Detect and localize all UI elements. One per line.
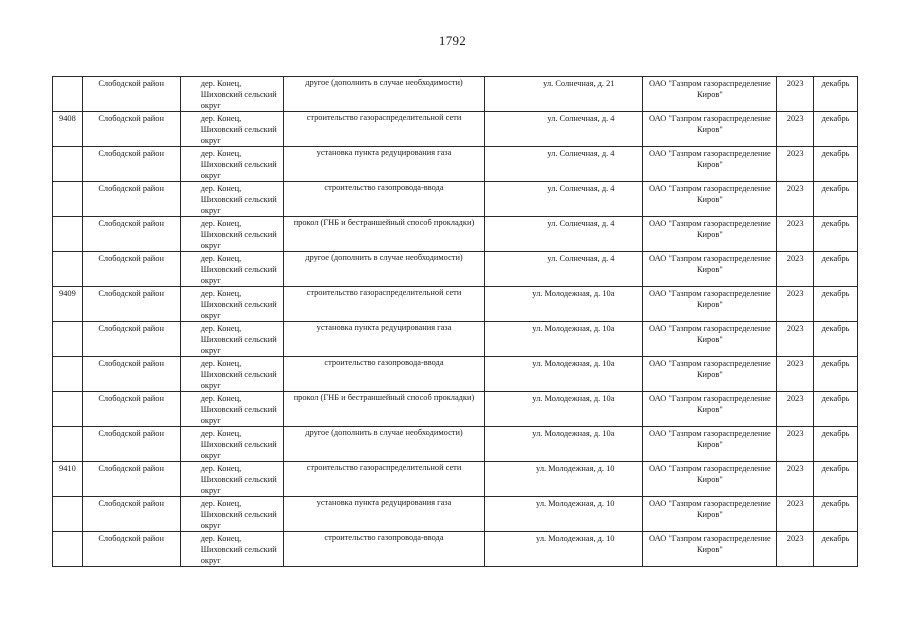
work-type-cell <box>283 112 484 147</box>
year-cell <box>777 252 814 287</box>
settlement-cell-text: дер. Конец, Шиховский сельский округ <box>200 499 277 530</box>
settlement-cell <box>180 322 283 357</box>
month-cell-text: декабрь <box>821 324 850 333</box>
address-cell <box>485 497 643 532</box>
month-cell-text: декабрь <box>821 464 850 473</box>
table-row <box>53 217 858 252</box>
work-type-cell <box>283 77 484 112</box>
district-cell <box>82 182 180 217</box>
address-cell-text: ул. Молодежная, д. 10а <box>532 324 615 333</box>
address-cell <box>485 182 643 217</box>
organization-cell-text: ОАО "Газпром газораспределение Киров" <box>649 394 771 414</box>
district-cell-text: Слободской район <box>98 429 164 438</box>
work-type-cell <box>283 392 484 427</box>
month-cell-text: декабрь <box>821 429 850 438</box>
year-cell <box>777 462 814 497</box>
settlement-cell-text: дер. Конец, Шиховский сельский округ <box>200 464 277 495</box>
district-cell <box>82 497 180 532</box>
district-cell <box>82 392 180 427</box>
organization-cell <box>643 217 777 252</box>
row-number-text <box>53 252 82 253</box>
organization-cell-text: ОАО "Газпром газораспределение Киров" <box>649 219 771 239</box>
month-cell-text: декабрь <box>821 289 850 298</box>
work-type-cell-text: прокол (ГНБ и бестраншейный способ прокладки) <box>293 393 475 402</box>
row-number <box>53 147 83 182</box>
table-row <box>53 287 858 322</box>
work-type-cell <box>283 357 484 392</box>
district-cell-text: Слободской район <box>98 219 164 228</box>
row-number-text: 9409 <box>59 289 76 298</box>
month-cell-text: декабрь <box>821 394 850 403</box>
settlement-cell <box>180 217 283 252</box>
district-cell-text: Слободской район <box>98 254 164 263</box>
organization-cell-text: ОАО "Газпром газораспределение Киров" <box>649 429 771 449</box>
row-number <box>53 77 83 112</box>
year-cell <box>777 182 814 217</box>
work-type-cell-text: строительство газопровода-ввода <box>324 358 444 367</box>
table-row <box>53 147 858 182</box>
district-cell-text: Слободской район <box>98 149 164 158</box>
district-cell-text: Слободской район <box>98 499 164 508</box>
settlement-cell-text: дер. Конец, Шиховский сельский округ <box>200 289 277 320</box>
month-cell <box>814 182 858 217</box>
year-cell-text: 2023 <box>786 394 804 403</box>
year-cell-text: 2023 <box>786 289 804 298</box>
year-cell-text: 2023 <box>786 324 804 333</box>
address-cell <box>485 287 643 322</box>
address-cell-text: ул. Молодежная, д. 10а <box>532 359 615 368</box>
settlement-cell <box>180 462 283 497</box>
district-cell-text: Слободской район <box>98 359 164 368</box>
district-cell <box>82 462 180 497</box>
settlement-cell-text: дер. Конец, Шиховский сельский округ <box>200 79 277 110</box>
month-cell <box>814 112 858 147</box>
district-cell-text: Слободской район <box>98 464 164 473</box>
year-cell-text: 2023 <box>786 219 804 228</box>
year-cell <box>777 357 814 392</box>
year-cell-text: 2023 <box>786 114 804 123</box>
table-row <box>53 392 858 427</box>
address-cell <box>485 462 643 497</box>
organization-cell <box>643 182 777 217</box>
address-cell <box>485 532 643 567</box>
address-cell <box>485 392 643 427</box>
work-type-cell-text: строительство газопровода-ввода <box>324 533 444 542</box>
table-row <box>53 357 858 392</box>
row-number <box>53 182 83 217</box>
address-cell-text: ул. Молодежная, д. 10а <box>532 289 615 298</box>
month-cell-text: декабрь <box>821 254 850 263</box>
district-cell <box>82 252 180 287</box>
address-cell <box>485 217 643 252</box>
table-row <box>53 77 858 112</box>
work-type-cell-text: строительство газораспределительной сети <box>306 463 462 472</box>
month-cell-text: декабрь <box>821 149 850 158</box>
work-type-cell-text: установка пункта редуцирования газа <box>316 148 452 157</box>
settlement-cell-text: дер. Конец, Шиховский сельский округ <box>200 254 277 285</box>
settlement-cell <box>180 77 283 112</box>
row-number-text <box>53 322 82 323</box>
month-cell <box>814 287 858 322</box>
year-cell <box>777 497 814 532</box>
work-type-cell-text: установка пункта редуцирования газа <box>316 323 452 332</box>
table-row <box>53 462 858 497</box>
organization-cell-text: ОАО "Газпром газораспределение Киров" <box>649 184 771 204</box>
address-cell-text: ул. Солнечная, д. 4 <box>547 219 615 228</box>
table-row <box>53 322 858 357</box>
organization-cell-text: ОАО "Газпром газораспределение Киров" <box>649 79 771 99</box>
organization-cell <box>643 147 777 182</box>
row-number-text: 9408 <box>59 114 76 123</box>
table-row <box>53 532 858 567</box>
year-cell <box>777 322 814 357</box>
month-cell <box>814 462 858 497</box>
settlement-cell <box>180 252 283 287</box>
district-cell <box>82 322 180 357</box>
work-type-cell <box>283 462 484 497</box>
address-cell <box>485 252 643 287</box>
district-cell <box>82 112 180 147</box>
work-type-cell <box>283 147 484 182</box>
year-cell-text: 2023 <box>786 184 804 193</box>
settlement-cell <box>180 287 283 322</box>
year-cell <box>777 532 814 567</box>
address-cell-text: ул. Молодежная, д. 10а <box>532 429 615 438</box>
row-number-text <box>53 357 82 358</box>
settlement-cell <box>180 392 283 427</box>
settlement-cell-text: дер. Конец, Шиховский сельский округ <box>200 114 277 145</box>
settlement-cell <box>180 532 283 567</box>
address-cell-text: ул. Солнечная, д. 21 <box>543 79 615 88</box>
work-type-cell <box>283 252 484 287</box>
organization-cell <box>643 77 777 112</box>
settlement-cell <box>180 182 283 217</box>
row-number-text <box>53 182 82 183</box>
row-number-text <box>53 427 82 428</box>
works-table <box>52 76 858 567</box>
row-number <box>53 252 83 287</box>
row-number <box>53 357 83 392</box>
district-cell <box>82 357 180 392</box>
settlement-cell <box>180 427 283 462</box>
row-number <box>53 427 83 462</box>
district-cell-text: Слободской район <box>98 184 164 193</box>
month-cell-text: декабрь <box>821 359 850 368</box>
settlement-cell-text: дер. Конец, Шиховский сельский округ <box>200 359 277 390</box>
organization-cell <box>643 392 777 427</box>
table-body <box>53 77 858 567</box>
work-type-cell <box>283 497 484 532</box>
organization-cell <box>643 497 777 532</box>
settlement-cell <box>180 112 283 147</box>
row-number <box>53 532 83 567</box>
month-cell-text: декабрь <box>821 534 850 543</box>
organization-cell-text: ОАО "Газпром газораспределение Киров" <box>649 464 771 484</box>
address-cell <box>485 77 643 112</box>
settlement-cell-text: дер. Конец, Шиховский сельский округ <box>200 149 277 180</box>
address-cell <box>485 147 643 182</box>
work-type-cell-text: другое (дополнить в случае необходимости) <box>305 253 463 262</box>
district-cell-text: Слободской район <box>98 324 164 333</box>
work-type-cell <box>283 287 484 322</box>
month-cell <box>814 217 858 252</box>
year-cell-text: 2023 <box>786 499 804 508</box>
table-row <box>53 497 858 532</box>
organization-cell-text: ОАО "Газпром газораспределение Киров" <box>649 254 771 274</box>
year-cell <box>777 112 814 147</box>
address-cell <box>485 322 643 357</box>
year-cell-text: 2023 <box>786 254 804 263</box>
district-cell-text: Слободской район <box>98 394 164 403</box>
work-type-cell <box>283 182 484 217</box>
month-cell-text: декабрь <box>821 79 850 88</box>
page-number: 1792 <box>438 33 467 48</box>
year-cell <box>777 287 814 322</box>
table-row <box>53 182 858 217</box>
settlement-cell-text: дер. Конец, Шиховский сельский округ <box>200 429 277 460</box>
year-cell <box>777 77 814 112</box>
month-cell <box>814 322 858 357</box>
district-cell <box>82 217 180 252</box>
month-cell-text: декабрь <box>821 219 850 228</box>
organization-cell <box>643 462 777 497</box>
settlement-cell-text: дер. Конец, Шиховский сельский округ <box>200 324 277 355</box>
table-row <box>53 112 858 147</box>
district-cell-text: Слободской район <box>98 114 164 123</box>
address-cell-text: ул. Молодежная, д. 10а <box>532 394 615 403</box>
settlement-cell-text: дер. Конец, Шиховский сельский округ <box>200 219 277 250</box>
work-type-cell-text: другое (дополнить в случае необходимости) <box>305 78 463 87</box>
row-number-text <box>53 392 82 393</box>
month-cell <box>814 392 858 427</box>
work-type-cell-text: строительство газораспределительной сети <box>306 113 462 122</box>
work-type-cell-text: установка пункта редуцирования газа <box>316 498 452 507</box>
address-cell-text: ул. Молодежная, д. 10 <box>536 499 615 508</box>
organization-cell-text: ОАО "Газпром газораспределение Киров" <box>649 359 771 379</box>
district-cell-text: Слободской район <box>98 289 164 298</box>
address-cell-text: ул. Солнечная, д. 4 <box>547 254 615 263</box>
organization-cell-text: ОАО "Газпром газораспределение Киров" <box>649 289 771 309</box>
row-number-text: 9410 <box>59 464 76 473</box>
year-cell <box>777 392 814 427</box>
year-cell-text: 2023 <box>786 79 804 88</box>
address-cell <box>485 112 643 147</box>
month-cell <box>814 532 858 567</box>
row-number-text <box>53 147 82 148</box>
month-cell <box>814 252 858 287</box>
month-cell <box>814 357 858 392</box>
row-number <box>53 462 83 497</box>
organization-cell <box>643 357 777 392</box>
month-cell-text: декабрь <box>821 499 850 508</box>
year-cell-text: 2023 <box>786 429 804 438</box>
year-cell-text: 2023 <box>786 464 804 473</box>
work-type-cell <box>283 217 484 252</box>
address-cell-text: ул. Солнечная, д. 4 <box>547 149 615 158</box>
work-type-cell-text: строительство газораспределительной сети <box>306 288 462 297</box>
organization-cell-text: ОАО "Газпром газораспределение Киров" <box>649 534 771 554</box>
organization-cell-text: ОАО "Газпром газораспределение Киров" <box>649 149 771 169</box>
month-cell-text: декабрь <box>821 184 850 193</box>
year-cell-text: 2023 <box>786 534 804 543</box>
district-cell <box>82 427 180 462</box>
work-type-cell <box>283 322 484 357</box>
settlement-cell <box>180 497 283 532</box>
organization-cell <box>643 322 777 357</box>
row-number-text <box>53 497 82 498</box>
year-cell <box>777 217 814 252</box>
year-cell <box>777 147 814 182</box>
work-type-cell <box>283 532 484 567</box>
settlement-cell-text: дер. Конец, Шиховский сельский округ <box>200 534 277 565</box>
address-cell <box>485 357 643 392</box>
month-cell <box>814 147 858 182</box>
settlement-cell-text: дер. Конец, Шиховский сельский округ <box>200 394 277 425</box>
district-cell <box>82 147 180 182</box>
row-number-text <box>53 77 82 78</box>
row-number <box>53 287 83 322</box>
work-type-cell-text: другое (дополнить в случае необходимости) <box>305 428 463 437</box>
row-number <box>53 392 83 427</box>
row-number-text <box>53 532 82 533</box>
row-number <box>53 112 83 147</box>
row-number <box>53 497 83 532</box>
table-row <box>53 252 858 287</box>
organization-cell-text: ОАО "Газпром газораспределение Киров" <box>649 499 771 519</box>
work-type-cell <box>283 427 484 462</box>
settlement-cell-text: дер. Конец, Шиховский сельский округ <box>200 184 277 215</box>
organization-cell <box>643 252 777 287</box>
settlement-cell <box>180 357 283 392</box>
address-cell-text: ул. Молодежная, д. 10 <box>536 464 615 473</box>
month-cell <box>814 77 858 112</box>
organization-cell <box>643 287 777 322</box>
address-cell-text: ул. Солнечная, д. 4 <box>547 114 615 123</box>
row-number <box>53 217 83 252</box>
year-cell <box>777 427 814 462</box>
row-number <box>53 322 83 357</box>
address-cell-text: ул. Солнечная, д. 4 <box>547 184 615 193</box>
district-cell-text: Слободской район <box>98 534 164 543</box>
organization-cell <box>643 112 777 147</box>
district-cell-text: Слободской район <box>98 79 164 88</box>
row-number-text <box>53 217 82 218</box>
address-cell <box>485 427 643 462</box>
organization-cell <box>643 532 777 567</box>
address-cell-text: ул. Молодежная, д. 10 <box>536 534 615 543</box>
year-cell-text: 2023 <box>786 149 804 158</box>
table-row <box>53 427 858 462</box>
settlement-cell <box>180 147 283 182</box>
year-cell-text: 2023 <box>786 359 804 368</box>
month-cell <box>814 497 858 532</box>
month-cell <box>814 427 858 462</box>
district-cell <box>82 532 180 567</box>
work-type-cell-text: прокол (ГНБ и бестраншейный способ прокладки) <box>293 218 475 227</box>
organization-cell-text: ОАО "Газпром газораспределение Киров" <box>649 324 771 344</box>
district-cell <box>82 77 180 112</box>
work-type-cell-text: строительство газопровода-ввода <box>324 183 444 192</box>
district-cell <box>82 287 180 322</box>
organization-cell <box>643 427 777 462</box>
month-cell-text: декабрь <box>821 114 850 123</box>
organization-cell-text: ОАО "Газпром газораспределение Киров" <box>649 114 771 134</box>
